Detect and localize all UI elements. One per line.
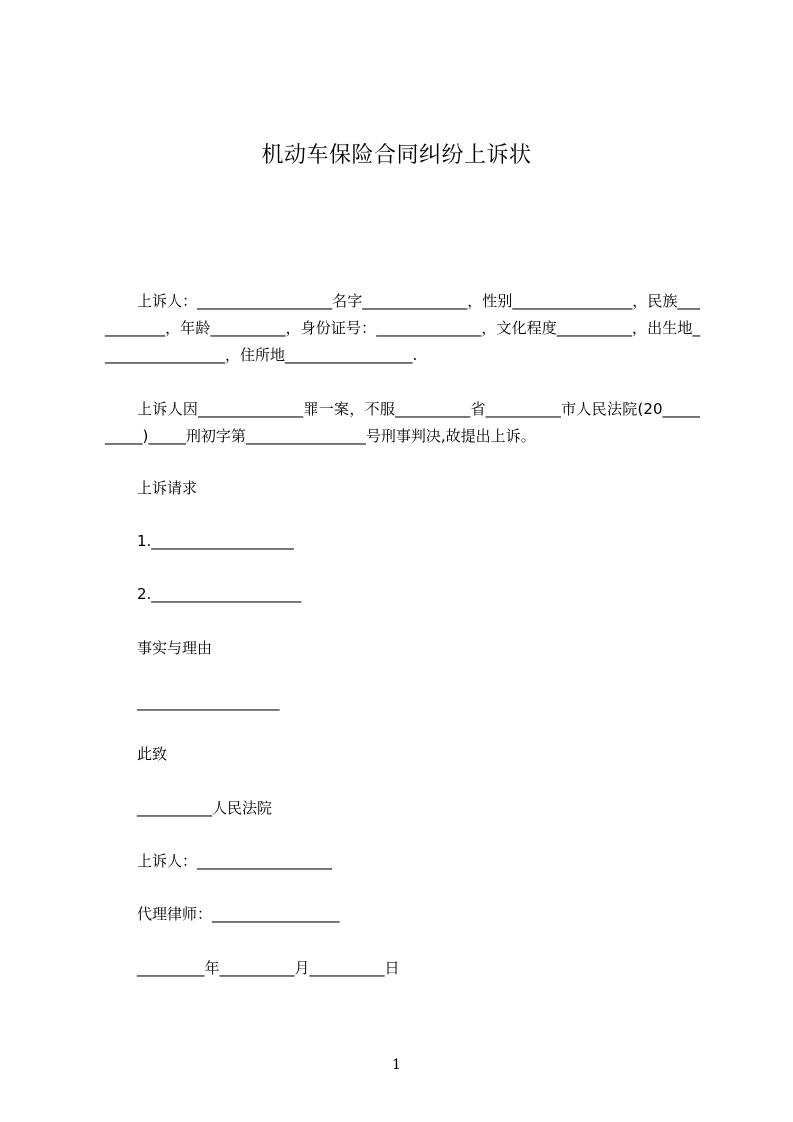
appellant-info-paragraph: 上诉人：__________________名字______________，性别________________，民族___________，年龄__________，身份证号：______________，文化程度__________，出生地_________________，住所地_________________. [105,292,700,364]
agent-signature-line: 代理律师：_________________ [137,905,340,923]
request-item-2: 2.____________________ [137,585,302,603]
appellant-signature-line: 上诉人：__________________ [137,852,333,870]
page-number: 1 [392,1057,401,1073]
court-name-line: __________人民法院 [137,799,273,817]
date-line: _________年__________月__________日 [137,959,400,977]
facts-heading: 事实与理由 [137,639,213,657]
request-item-1: 1.___________________ [137,532,294,550]
case-statement-paragraph: 上诉人因______________罪一案，不服__________省__________市人民法院(20__________)_____刑初字第________________号刑事判决,故提出上诉。 [105,400,700,445]
appeal-request-heading: 上诉请求 [137,479,198,497]
document-title: 机动车保险合同纠纷上诉状 [261,143,532,168]
facts-blank: ___________________ [137,693,280,711]
salutation: 此致 [137,745,168,763]
